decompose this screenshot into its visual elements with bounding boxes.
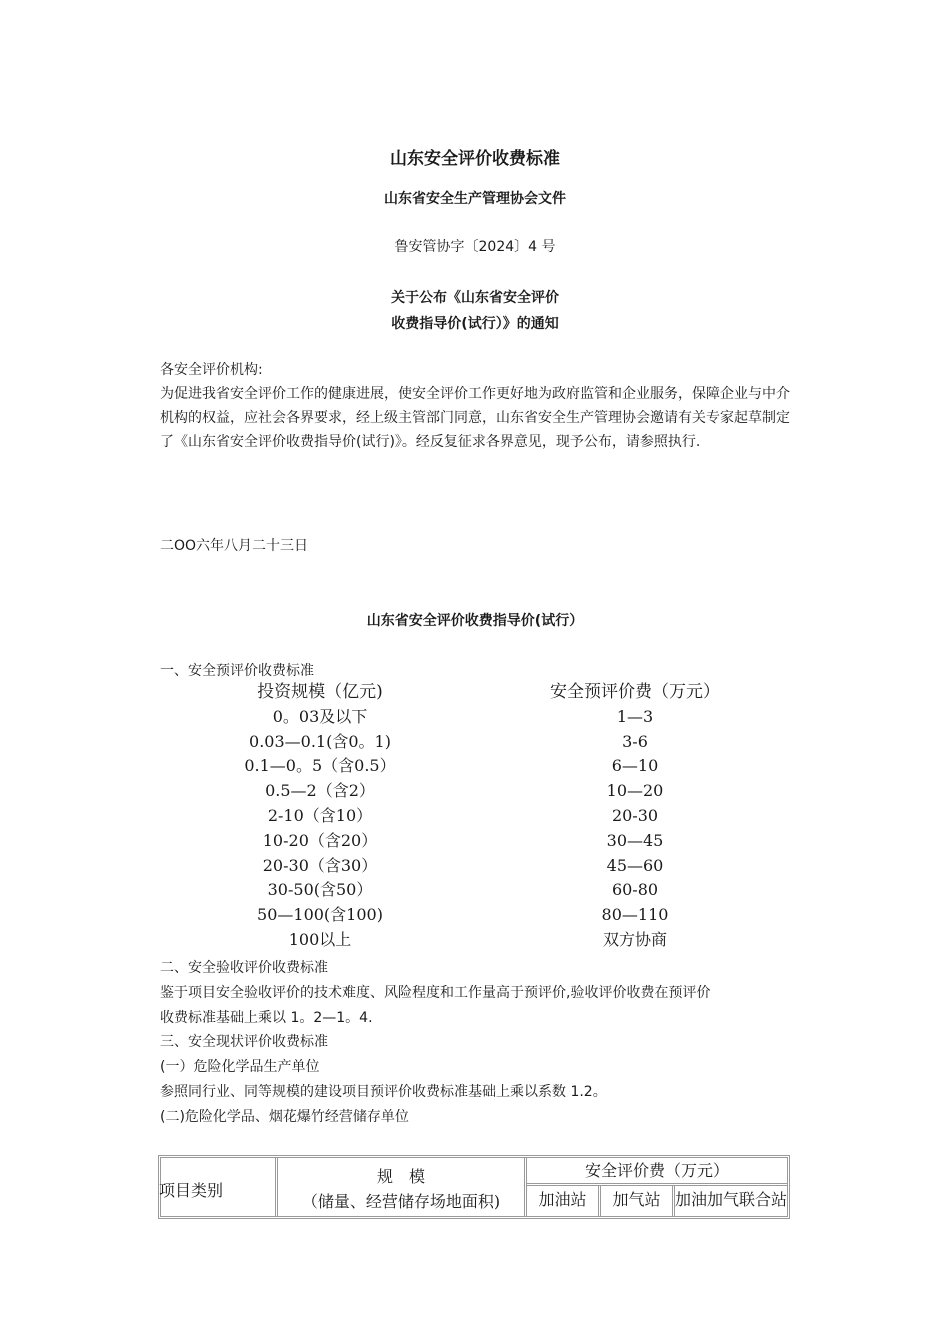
fee-cell: 1—3 [616, 706, 654, 726]
col-project-type-label: 项目类别 [159, 1181, 224, 1200]
col-scale-sublabel: （储量、经营储存场地面积) [301, 1192, 501, 1211]
investment-cell: 0。03及以下 [272, 706, 368, 726]
col-scale-label: 规 模 [376, 1167, 425, 1186]
col-safety-fee: 安全评价费（万元） [527, 1158, 787, 1186]
investment-cell: 100以上 [288, 929, 352, 949]
fee-table-row [160, 928, 790, 953]
addressee: 各安全评价机构: [160, 362, 263, 378]
document-title: 山东安全评价收费标准 [390, 149, 560, 169]
col-project-type [161, 1158, 278, 1216]
fee-cell: 20-30 [611, 805, 659, 825]
col-lpg-station: 加气站 [601, 1186, 675, 1216]
investment-cell: 0.1—0。5（含0.5） [244, 756, 396, 776]
fee-cell: 30—45 [606, 830, 664, 850]
col-scale [278, 1158, 527, 1216]
fee-cell: 双方协商 [602, 929, 667, 949]
pre-evaluation-fee-table [160, 680, 790, 953]
section3-sub1-text: 参照同行业、同等规模的建设项目预评价收费标准基础上乘以系数 1.2。 [160, 1083, 607, 1100]
fee-table-row [160, 878, 790, 903]
col-gas-station: 加油站 [527, 1186, 601, 1216]
fee-table-row [160, 754, 790, 779]
section3-sub1-heading: (一）危险化学品生产单位 [160, 1059, 320, 1076]
notice-title-line1: 关于公布《山东省安全评价 [391, 290, 559, 306]
notice-paragraph: 为促进我省安全评价工作的健康进展，使安全评价工作更好地为政府监管和企业服务，保障企业与中介机构的权益，应社会各界要求，经上级主管部门同意，山东省安全生产管理协会邀请有关专家起草制定了《山东省安全评价收费指导价(试行)》。经反复征求各界意见，现予公布，请参照执行. [160, 386, 790, 450]
investment-cell: 20-30（含30） [262, 855, 378, 875]
section3-heading: 三、安全现状评价收费标准 [160, 1034, 328, 1051]
guide-title: 山东省安全评价收费指导价(试行） [366, 613, 584, 629]
fee-table-row [160, 779, 790, 804]
investment-cell: 10-20（含20） [262, 830, 378, 850]
sections-2-3 [160, 956, 800, 1130]
investment-cell: 30-50(含50） [267, 880, 373, 900]
fee-table-header [160, 680, 790, 705]
investment-cell: 50—100(含100) [257, 905, 383, 925]
fee-cell: 6—10 [611, 756, 659, 776]
fee-cell: 10—20 [606, 781, 664, 801]
section1-heading: 一、安全预评价收费标准 [160, 663, 314, 679]
investment-cell: 0.5—2（含2） [265, 781, 375, 801]
fee-cell: 80—110 [601, 905, 669, 925]
section2-heading: 二、安全验收评价收费标准 [160, 960, 328, 976]
section2-text-line1: 鉴于项目安全验收评价的技术难度、风险程度和工作量高于预评价,验收评价收费在预评价 [160, 984, 711, 1001]
header-pre-evaluation-fee: 安全预评价费（万元） [550, 682, 720, 702]
section2-text-line2: 收费标准基础上乘以 1。2—1。4. [160, 1009, 373, 1026]
fee-cell: 3-6 [622, 731, 648, 751]
fee-table-row [160, 829, 790, 854]
document-number: 鲁安管协字〔2024〕4 号 [394, 239, 556, 255]
investment-cell: 0.03—0.1(含0。1) [249, 731, 391, 751]
fee-table-row [160, 804, 790, 829]
issuer-heading: 山东省安全生产管理协会文件 [384, 191, 566, 207]
storage-unit-fee-table [158, 1155, 790, 1219]
issue-date: 二OO六年八月二十三日 [160, 538, 309, 554]
fee-cell: 45—60 [606, 855, 664, 875]
fee-table-row [160, 730, 790, 755]
fee-table-row [160, 854, 790, 879]
fee-table-row [160, 903, 790, 928]
fee-cell: 60-80 [611, 880, 659, 900]
header-investment-scale: 投资规模（亿元) [257, 682, 383, 702]
col-combined-station: 加油加气联合站 [675, 1190, 788, 1209]
investment-cell: 2-10（含10） [267, 805, 373, 825]
section3-sub2-heading: (二)危险化学品、烟花爆竹经营储存单位 [160, 1108, 409, 1125]
fee-table-row [160, 705, 790, 730]
notice-title-line2: 收费指导价(试行）》的通知 [391, 316, 559, 332]
